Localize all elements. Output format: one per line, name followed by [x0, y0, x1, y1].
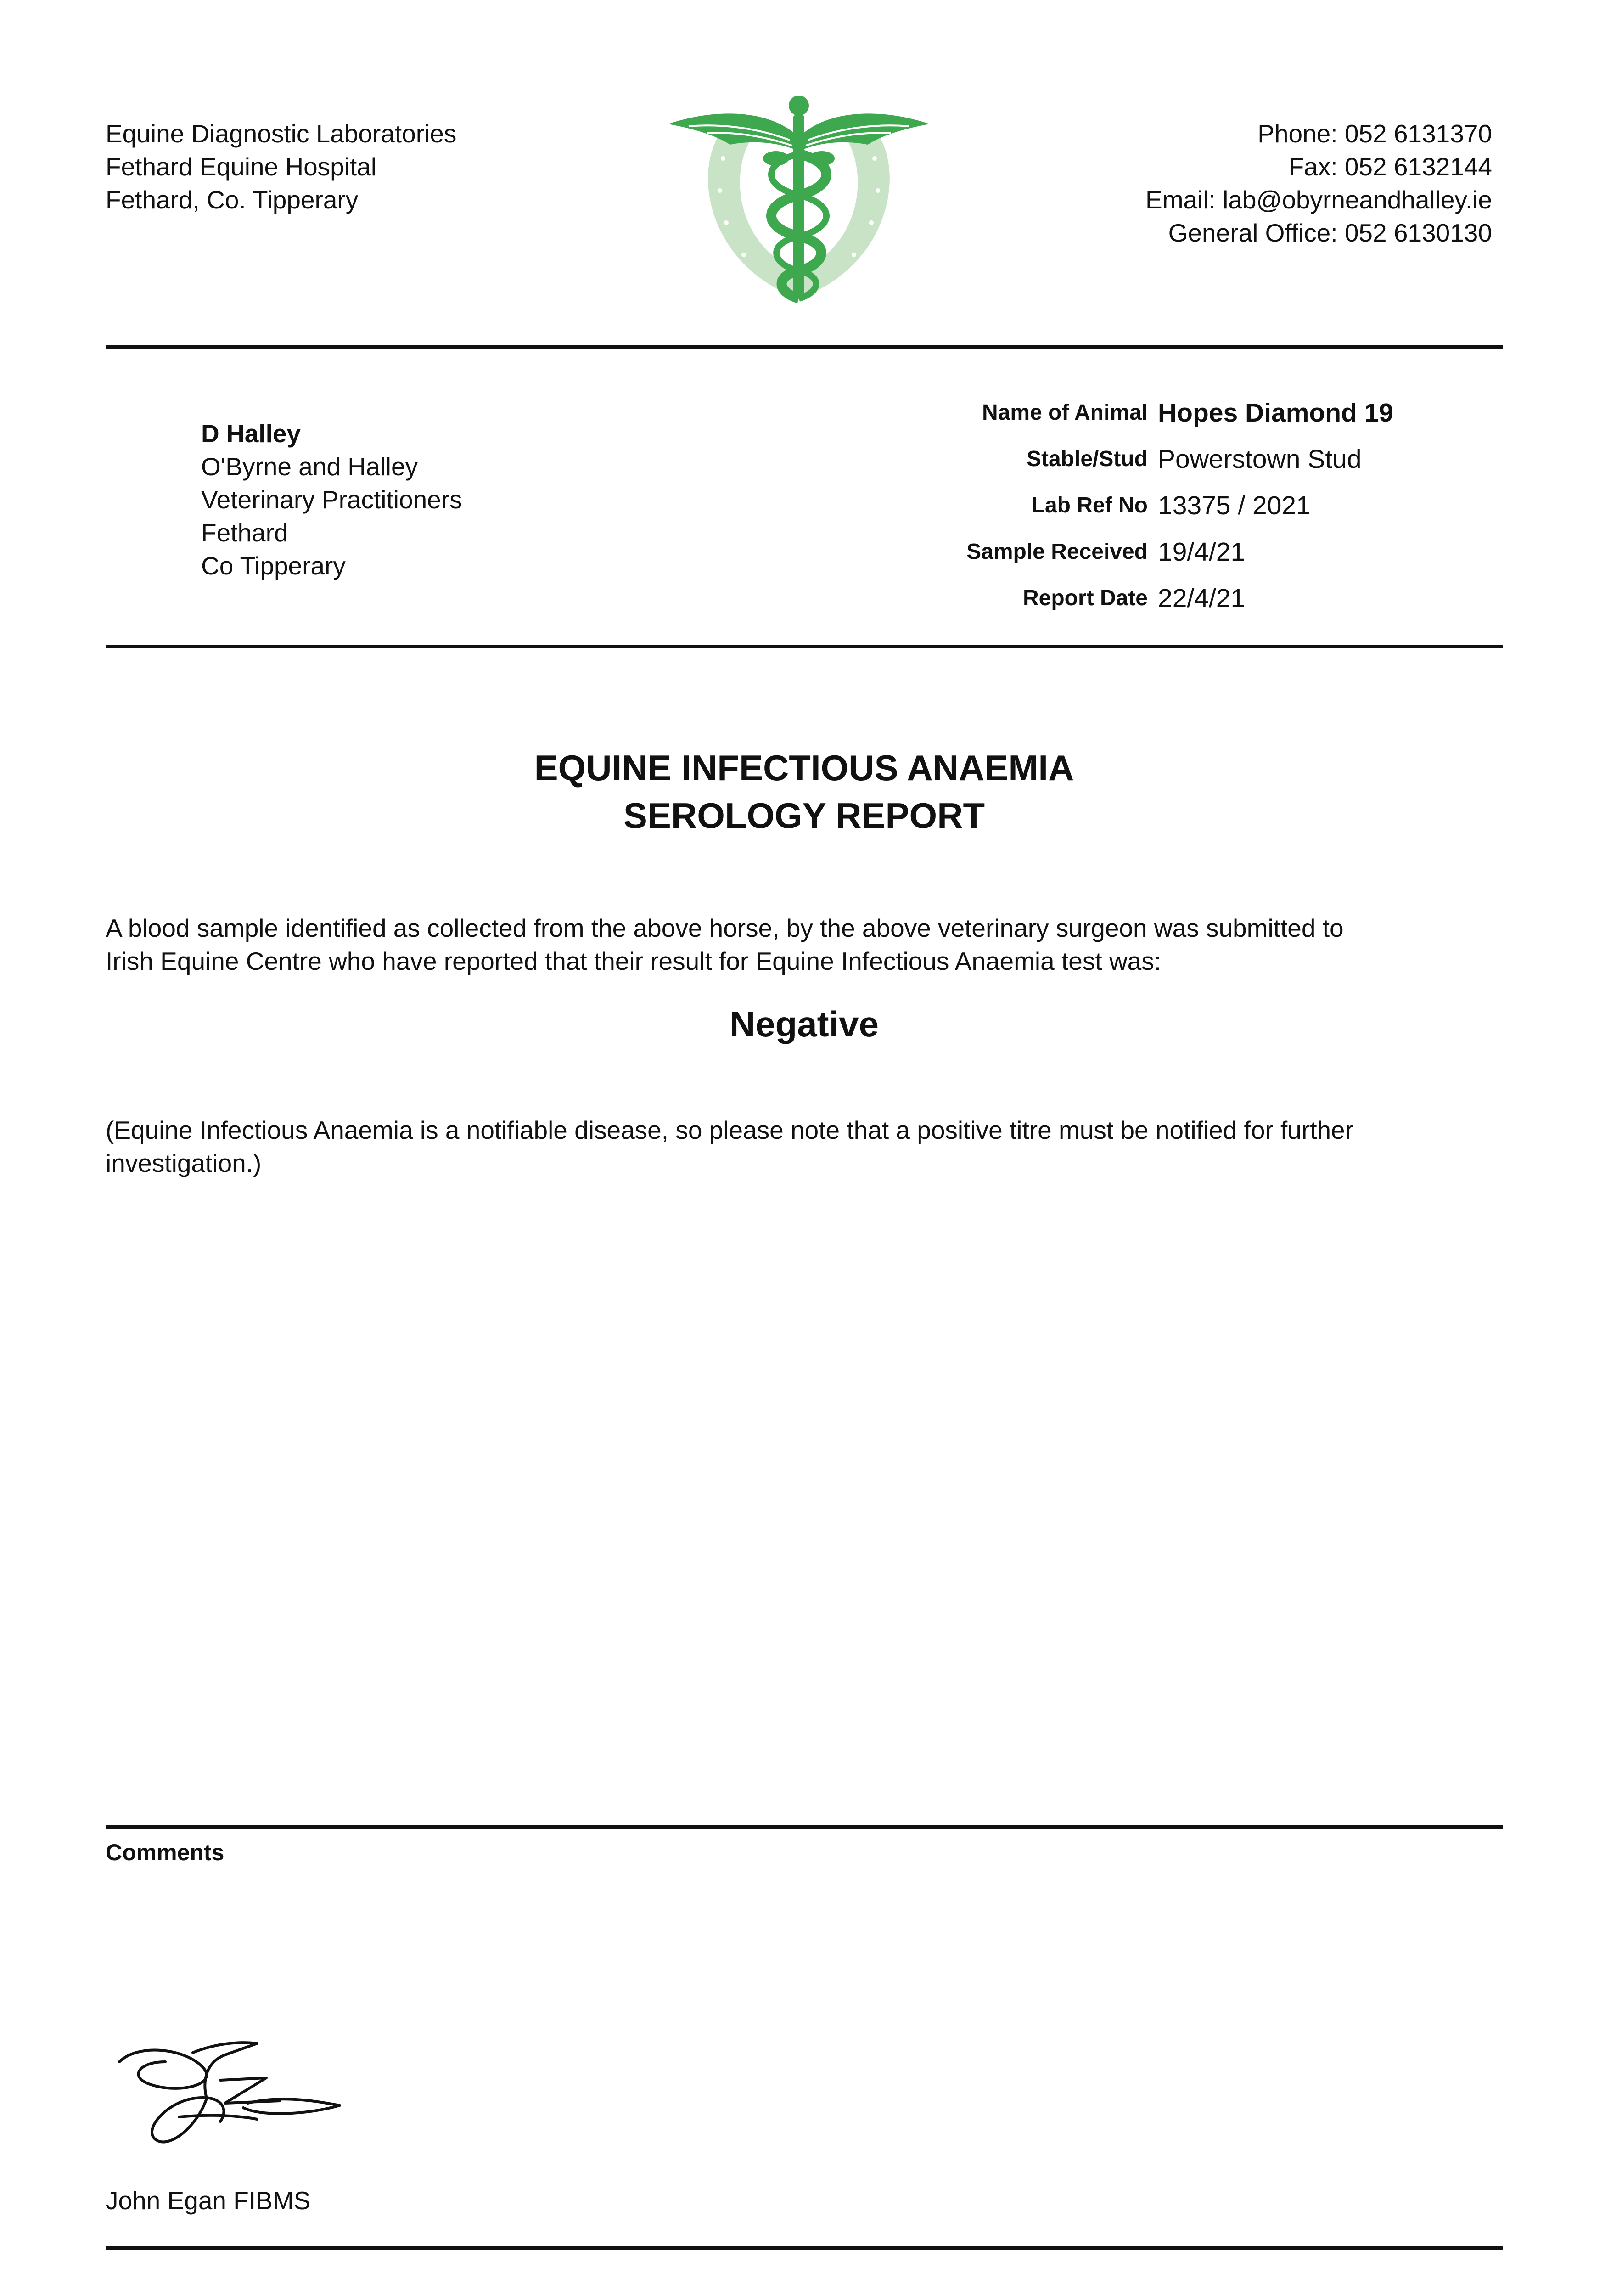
detail-row-report-date: [854, 575, 1393, 621]
recipient-line: Fethard: [201, 518, 288, 547]
recipient-line: Co Tipperary: [201, 551, 346, 580]
recipient-address: [201, 417, 462, 582]
divider: [106, 645, 1503, 648]
lab-phone: Phone: 052 6131370: [1257, 119, 1492, 148]
intro-line: Irish Equine Centre who have reported that their result for Equine Infectious Anaemia test was:: [106, 947, 1162, 975]
notifiable-note: [106, 1114, 1503, 1180]
lab-address-line: Equine Diagnostic Laboratories: [106, 119, 457, 148]
report-title: [106, 744, 1503, 839]
signature-icon: [110, 2034, 349, 2158]
detail-label: Lab Ref No: [1031, 493, 1148, 518]
sample-details: [854, 389, 1393, 621]
detail-label: Sample Received: [966, 540, 1148, 564]
comments-label: Comments: [106, 1840, 224, 1865]
recipient-line: Veterinary Practitioners: [201, 485, 462, 514]
detail-value: Hopes Diamond 19: [1158, 398, 1394, 428]
report-title-line: EQUINE INFECTIOUS ANAEMIA: [534, 748, 1074, 788]
lab-email: Email: lab@obyrneandhalley.ie: [1145, 186, 1492, 214]
detail-row-sample-received: [854, 529, 1393, 575]
recipient-name: D Halley: [201, 419, 301, 448]
divider: [106, 345, 1503, 349]
detail-row-lab-ref: [854, 482, 1393, 529]
detail-row-animal-name: [854, 389, 1393, 436]
caduceus-horseshoe-icon: [661, 90, 937, 315]
detail-label: Report Date: [1022, 586, 1148, 610]
lab-address-line: Fethard, Co. Tipperary: [106, 186, 359, 214]
report-intro: [106, 912, 1503, 978]
detail-value: 19/4/21: [1158, 537, 1246, 567]
divider: [106, 2246, 1503, 2250]
lab-general-office: General Office: 052 6130130: [1168, 219, 1492, 247]
signatory-name: John Egan FIBMS: [106, 2186, 311, 2215]
lab-fax: Fax: 052 6132144: [1288, 152, 1492, 181]
detail-value: Powerstown Stud: [1158, 444, 1362, 474]
lab-address: [106, 117, 456, 216]
note-line: investigation.): [106, 1149, 262, 1177]
lab-address-line: Fethard Equine Hospital: [106, 152, 377, 181]
detail-label: Stable/Stud: [1026, 447, 1148, 471]
divider: [106, 1825, 1503, 1829]
intro-line: A blood sample identified as collected from the above horse, by the above veterinary surgeon was submitted to: [106, 914, 1344, 942]
detail-value: 13375 / 2021: [1158, 490, 1311, 520]
lab-contact: [1145, 117, 1492, 249]
recipient-line: O'Byrne and Halley: [201, 452, 418, 481]
test-result: Negative: [729, 1004, 879, 1044]
note-line: (Equine Infectious Anaemia is a notifiable disease, so please note that a positive titre must be notified for further: [106, 1116, 1353, 1144]
detail-label: Name of Animal: [982, 400, 1148, 425]
report-title-line: SEROLOGY REPORT: [623, 795, 985, 836]
detail-value: 22/4/21: [1158, 583, 1246, 613]
detail-row-stable: [854, 436, 1393, 482]
